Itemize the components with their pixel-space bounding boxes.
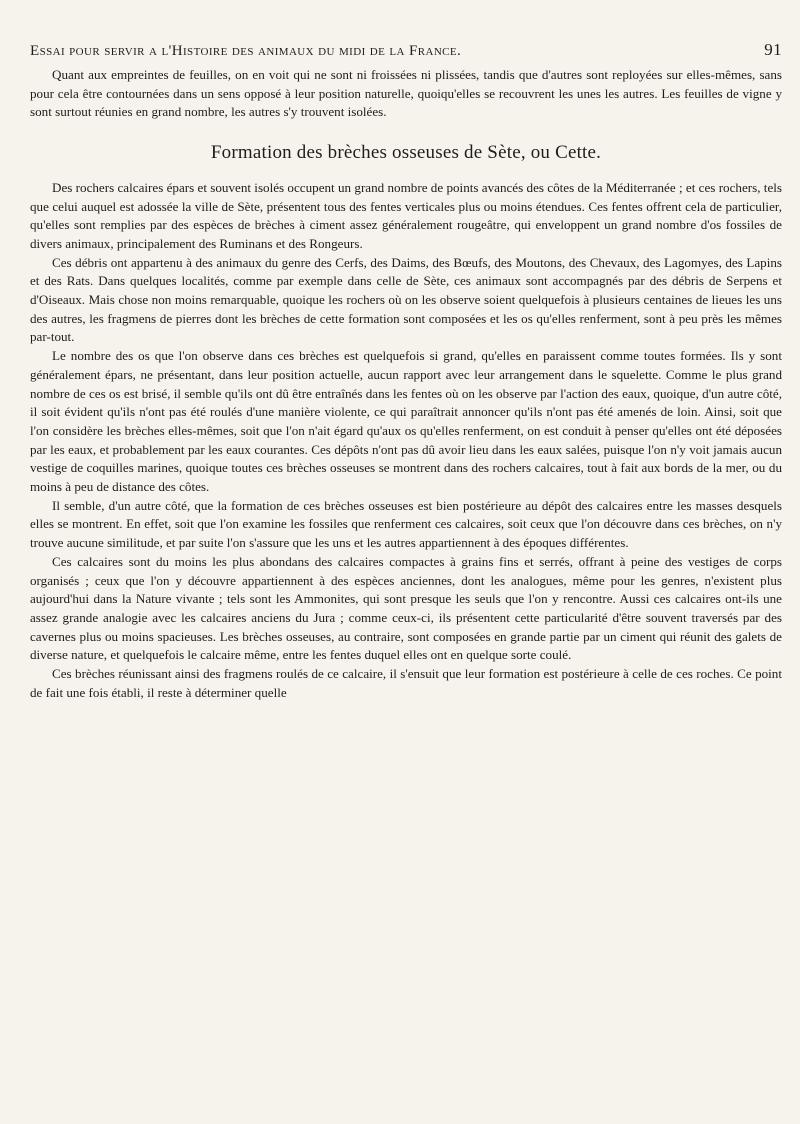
paragraph: Ces débris ont appartenu à des animaux du genre des Cerfs, des Daims, des Bœufs, des Moutons, des Chevaux, des Lagomyes, des Lapins et des Rats. Dans quelques localités, comme par exemple dans celle de Sète, ces animaux sont accompagnés par des débris de Serpens et d'Oiseaux. Mais chose non moins remarquable, quoique les rochers où on les observe soient quelquefois à plusieurs centaines de lieues les uns des autres, les fragmens de pierres dont les brèches de cette formation sont composées et les os qu'elles renferment, sont à peu près les mêmes par-tout. [30, 254, 782, 345]
running-title: Essai pour servir a l'Histoire des animaux du midi de la France. [30, 43, 462, 59]
page-number: 91 [764, 40, 782, 59]
running-header [30, 40, 782, 60]
intro-paragraph: Quant aux empreintes de feuilles, on en voit qui ne sont ni froissées ni plissées, tandis que d'autres sont reployées sur elles-mêmes, sans pour cela être contournées dans un sens opposé à leur position naturelle, quoiqu'elles se recouvrent les unes les autres. Les feuilles de vigne y sont surtout réunies en grand nombre, les autres s'y trouvent isolées. [30, 67, 782, 120]
paragraph: Il semble, d'un autre côté, que la formation de ces brèches osseuses est bien postérieure au dépôt des calcaires entre les masses desquels elles se montrent. En effet, soit que l'on examine les fossiles que renferment ces calcaires, soit ceux que l'on découvre dans ces brèches, on n'y trouve aucune similitude, et par suite l'on s'assure que les uns et les autres appartiennent à des époques différentes. [30, 497, 782, 551]
book-page [30, 40, 782, 703]
paragraph: Ces calcaires sont du moins les plus abondans des calcaires compactes à grains fins et serrés, offrant à peine des vestiges de corps organisés ; ceux que l'on y découvre appartiennent à des espèces anciennes, dont les analogues, même pour les genres, n'existent plus aujourd'hui dans la Nature vivante ; tels sont les Ammonites, qui sont presque les seuls que l'on y rencontre. Aussi ces calcaires ont-ils une assez grande analogie avec les calcaires anciens du Jura ; comme ceux-ci, ils présentent cette particularité d'être souvent traversés par des cavernes plus ou moins spacieuses. Les brèches osseuses, au contraire, sont composées en grande partie par un ciment qui réunit des galets de diverse nature, et quelquefois le calcaire même, entre les fentes duquel elles ont en quelque sorte coulé. [30, 553, 782, 663]
paragraph: Ces brèches réunissant ainsi des fragmens roulés de ce calcaire, il s'ensuit que leur formation est postérieure à celle de ces roches. Ce point de fait une fois établi, il reste à déterminer quelle [30, 666, 782, 700]
body-text [30, 66, 782, 703]
paragraph: Des rochers calcaires épars et souvent isolés occupent un grand nombre de points avancés des côtes de la Méditerranée ; et ces rochers, tels que celui auquel est adossée la ville de Sète, présentent tous des fentes verticales plus ou moins étendues. Ces fentes offrent cela de particulier, qu'elles sont remplies par des espèces de brèches à ciment assez généralement rougeâtre, qui enveloppent un grand nombre d'os fossiles de divers animaux, principalement des Ruminans et des Rongeurs. [30, 179, 782, 251]
paragraph: Le nombre des os que l'on observe dans ces brèches est quelquefois si grand, qu'elles en paraissent comme toutes formées. Ils y sont généralement épars, ne présentant, dans leur position actuelle, aucun rapport avec leur arrangement dans le squelette. Comme le plus grand nombre de ces os est brisé, il semble qu'ils ont dû être entraînés dans les fentes où on les observe par l'action des eaux, quoique, d'un autre côté, il soit évident qu'ils n'ont pas été roulés d'une manière violente, ce qui paraîtrait annoncer qu'ils n'ont pas été amenés de loin. Ainsi, soit que l'on considère les brèches elles-mêmes, soit que l'on n'ait égard qu'aux os qu'elles renferment, on est conduit à penser qu'elles ont été déposées par les eaux, et probablement par les eaux courantes. Ces dépôts n'ont pas dû avoir lieu dans les eaux salées, puisque l'on n'y voit jamais aucun vestige de coquilles marines, quoique toutes ces brèches osseuses se montrent dans des rochers calcaires, tout à fait aux bords de la mer, ou du moins à peu de distance des côtes. [30, 348, 782, 495]
section-title: Formation des brèches osseuses de Sète, ou Cette. [210, 142, 602, 164]
